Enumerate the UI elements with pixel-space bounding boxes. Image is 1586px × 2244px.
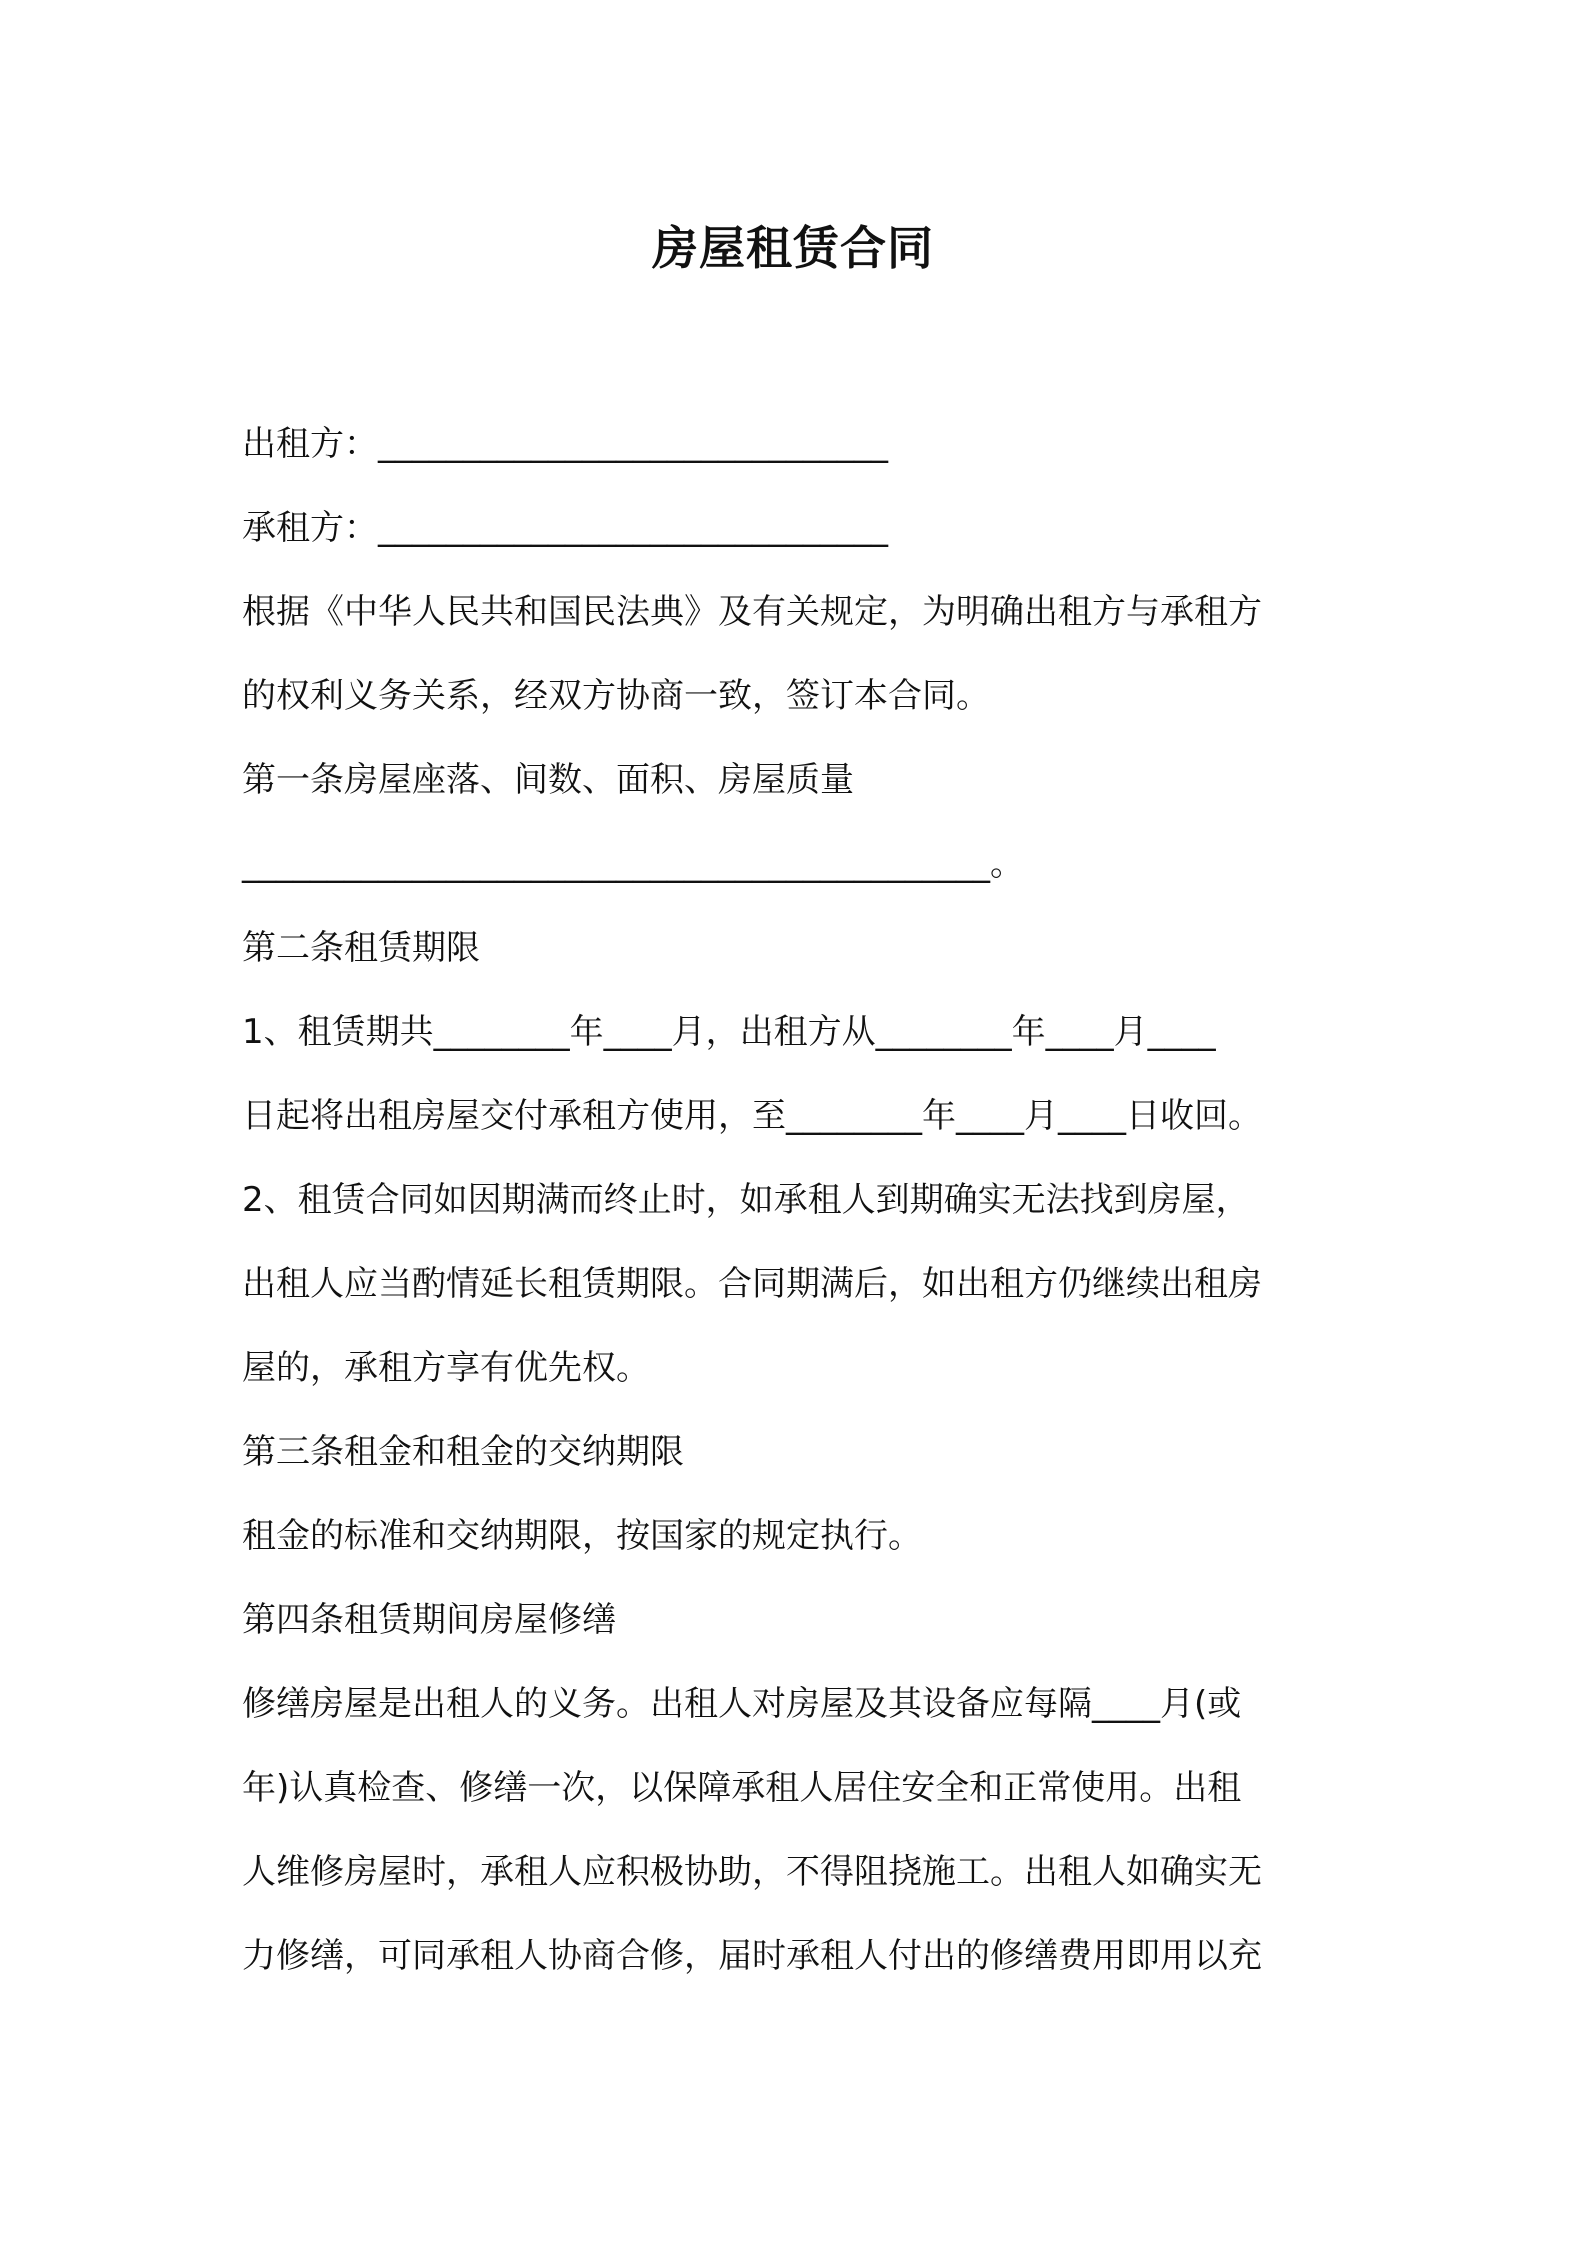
preamble-line: 根据《中华人民共和国民法典》及有关规定，为明确出租方与承租方 (242, 592, 1262, 632)
article-2-clause-line: 1、租赁期共________年____月，出租方从________年____月____ (242, 1012, 1216, 1052)
lessee-line: 承租方：______________________________ (242, 508, 888, 548)
preamble-line: 的权利义务关系，经双方协商一致，签订本合同。 (242, 676, 990, 716)
article-2-heading: 第二条租赁期限 (242, 928, 480, 968)
article-2-clause-line: 2、租赁合同如因期满而终止时，如承租人到期确实无法找到房屋， (242, 1180, 1250, 1220)
article-1-blank-line: ____________________________________________。 (242, 844, 1024, 884)
article-4-text-line: 年)认真检查、修缮一次，以保障承租人居住安全和正常使用。出租 (242, 1768, 1242, 1808)
article-2-clause-line: 出租人应当酌情延长租赁期限。合同期满后，如出租方仍继续出租房 (242, 1264, 1262, 1304)
article-4-text-line: 力修缮，可同承租人协商合修，届时承租人付出的修缮费用即用以充 (242, 1936, 1262, 1976)
document-title: 房屋租赁合同 (652, 221, 934, 275)
lessor-line: 出租方：______________________________ (242, 424, 888, 464)
article-4-text-line: 修缮房屋是出租人的义务。出租人对房屋及其设备应每隔____月(或 (242, 1684, 1242, 1724)
article-2-clause-line: 日起将出租房屋交付承租方使用，至________年____月____日收回。 (242, 1096, 1262, 1136)
article-4-text-line: 人维修房屋时，承租人应积极协助，不得阻挠施工。出租人如确实无 (242, 1852, 1262, 1892)
article-3-text-line: 租金的标准和交纳期限，按国家的规定执行。 (242, 1516, 922, 1556)
article-1-heading: 第一条房屋座落、间数、面积、房屋质量 (242, 760, 854, 800)
article-3-heading: 第三条租金和租金的交纳期限 (242, 1432, 684, 1472)
article-4-heading: 第四条租赁期间房屋修缮 (242, 1600, 616, 1640)
document-body (242, 402, 1382, 1998)
article-2-clause-line: 屋的，承租方享有优先权。 (242, 1348, 650, 1388)
